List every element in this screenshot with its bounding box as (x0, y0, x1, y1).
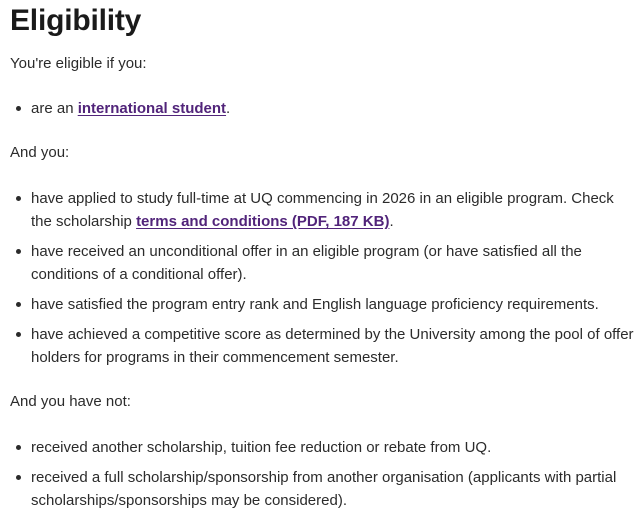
list-item-suffix: . (226, 100, 231, 117)
bullet-icon (16, 445, 21, 450)
list-item (10, 466, 636, 512)
list-item (10, 323, 636, 369)
eligible-list (10, 97, 636, 120)
bullet-icon (16, 106, 21, 111)
list-item-text: are an (31, 100, 78, 117)
and-you-have-not-text: And you have not: (10, 393, 131, 410)
bullet-icon (16, 196, 21, 201)
list-item (10, 436, 636, 459)
and-you-text: And you: (10, 144, 70, 161)
list-item-text: have applied to study full-time at UQ commencing in 2026 in an eligible program. Check the scholarship (31, 190, 614, 230)
bullet-icon (16, 302, 21, 307)
bullet-icon (16, 475, 21, 480)
list-item-text: received another scholarship, tuition fee reduction or rebate from UQ. (31, 439, 492, 456)
list-item-text: have received an unconditional offer in an eligible program (or have satisfied all the conditions of a conditional offer). (31, 243, 582, 283)
list-item-suffix: . (389, 213, 394, 230)
bullet-icon (16, 332, 21, 337)
exclusions-list (10, 436, 636, 519)
intro-text: You're eligible if you: (10, 55, 147, 72)
international-student-link[interactable]: international student (77, 100, 227, 117)
list-item-text: have achieved a competitive score as determined by the University among the pool of offer holders for programs in their commencement semester. (31, 326, 634, 366)
list-item (10, 97, 636, 120)
list-item-text: have satisfied the program entry rank and English language proficiency requirements. (31, 296, 599, 313)
terms-and-conditions-link[interactable]: terms and conditions (PDF, 187 KB) (136, 213, 390, 230)
section-heading: Eligibility (10, 4, 142, 37)
bullet-icon (16, 249, 21, 254)
list-item-text: received a full scholarship/sponsorship from another organisation (applicants with partial scholarships/sponsorships may be considered). (31, 469, 617, 509)
list-item (10, 293, 636, 316)
list-item (10, 240, 636, 286)
list-item (10, 187, 636, 233)
requirements-list (10, 187, 636, 376)
